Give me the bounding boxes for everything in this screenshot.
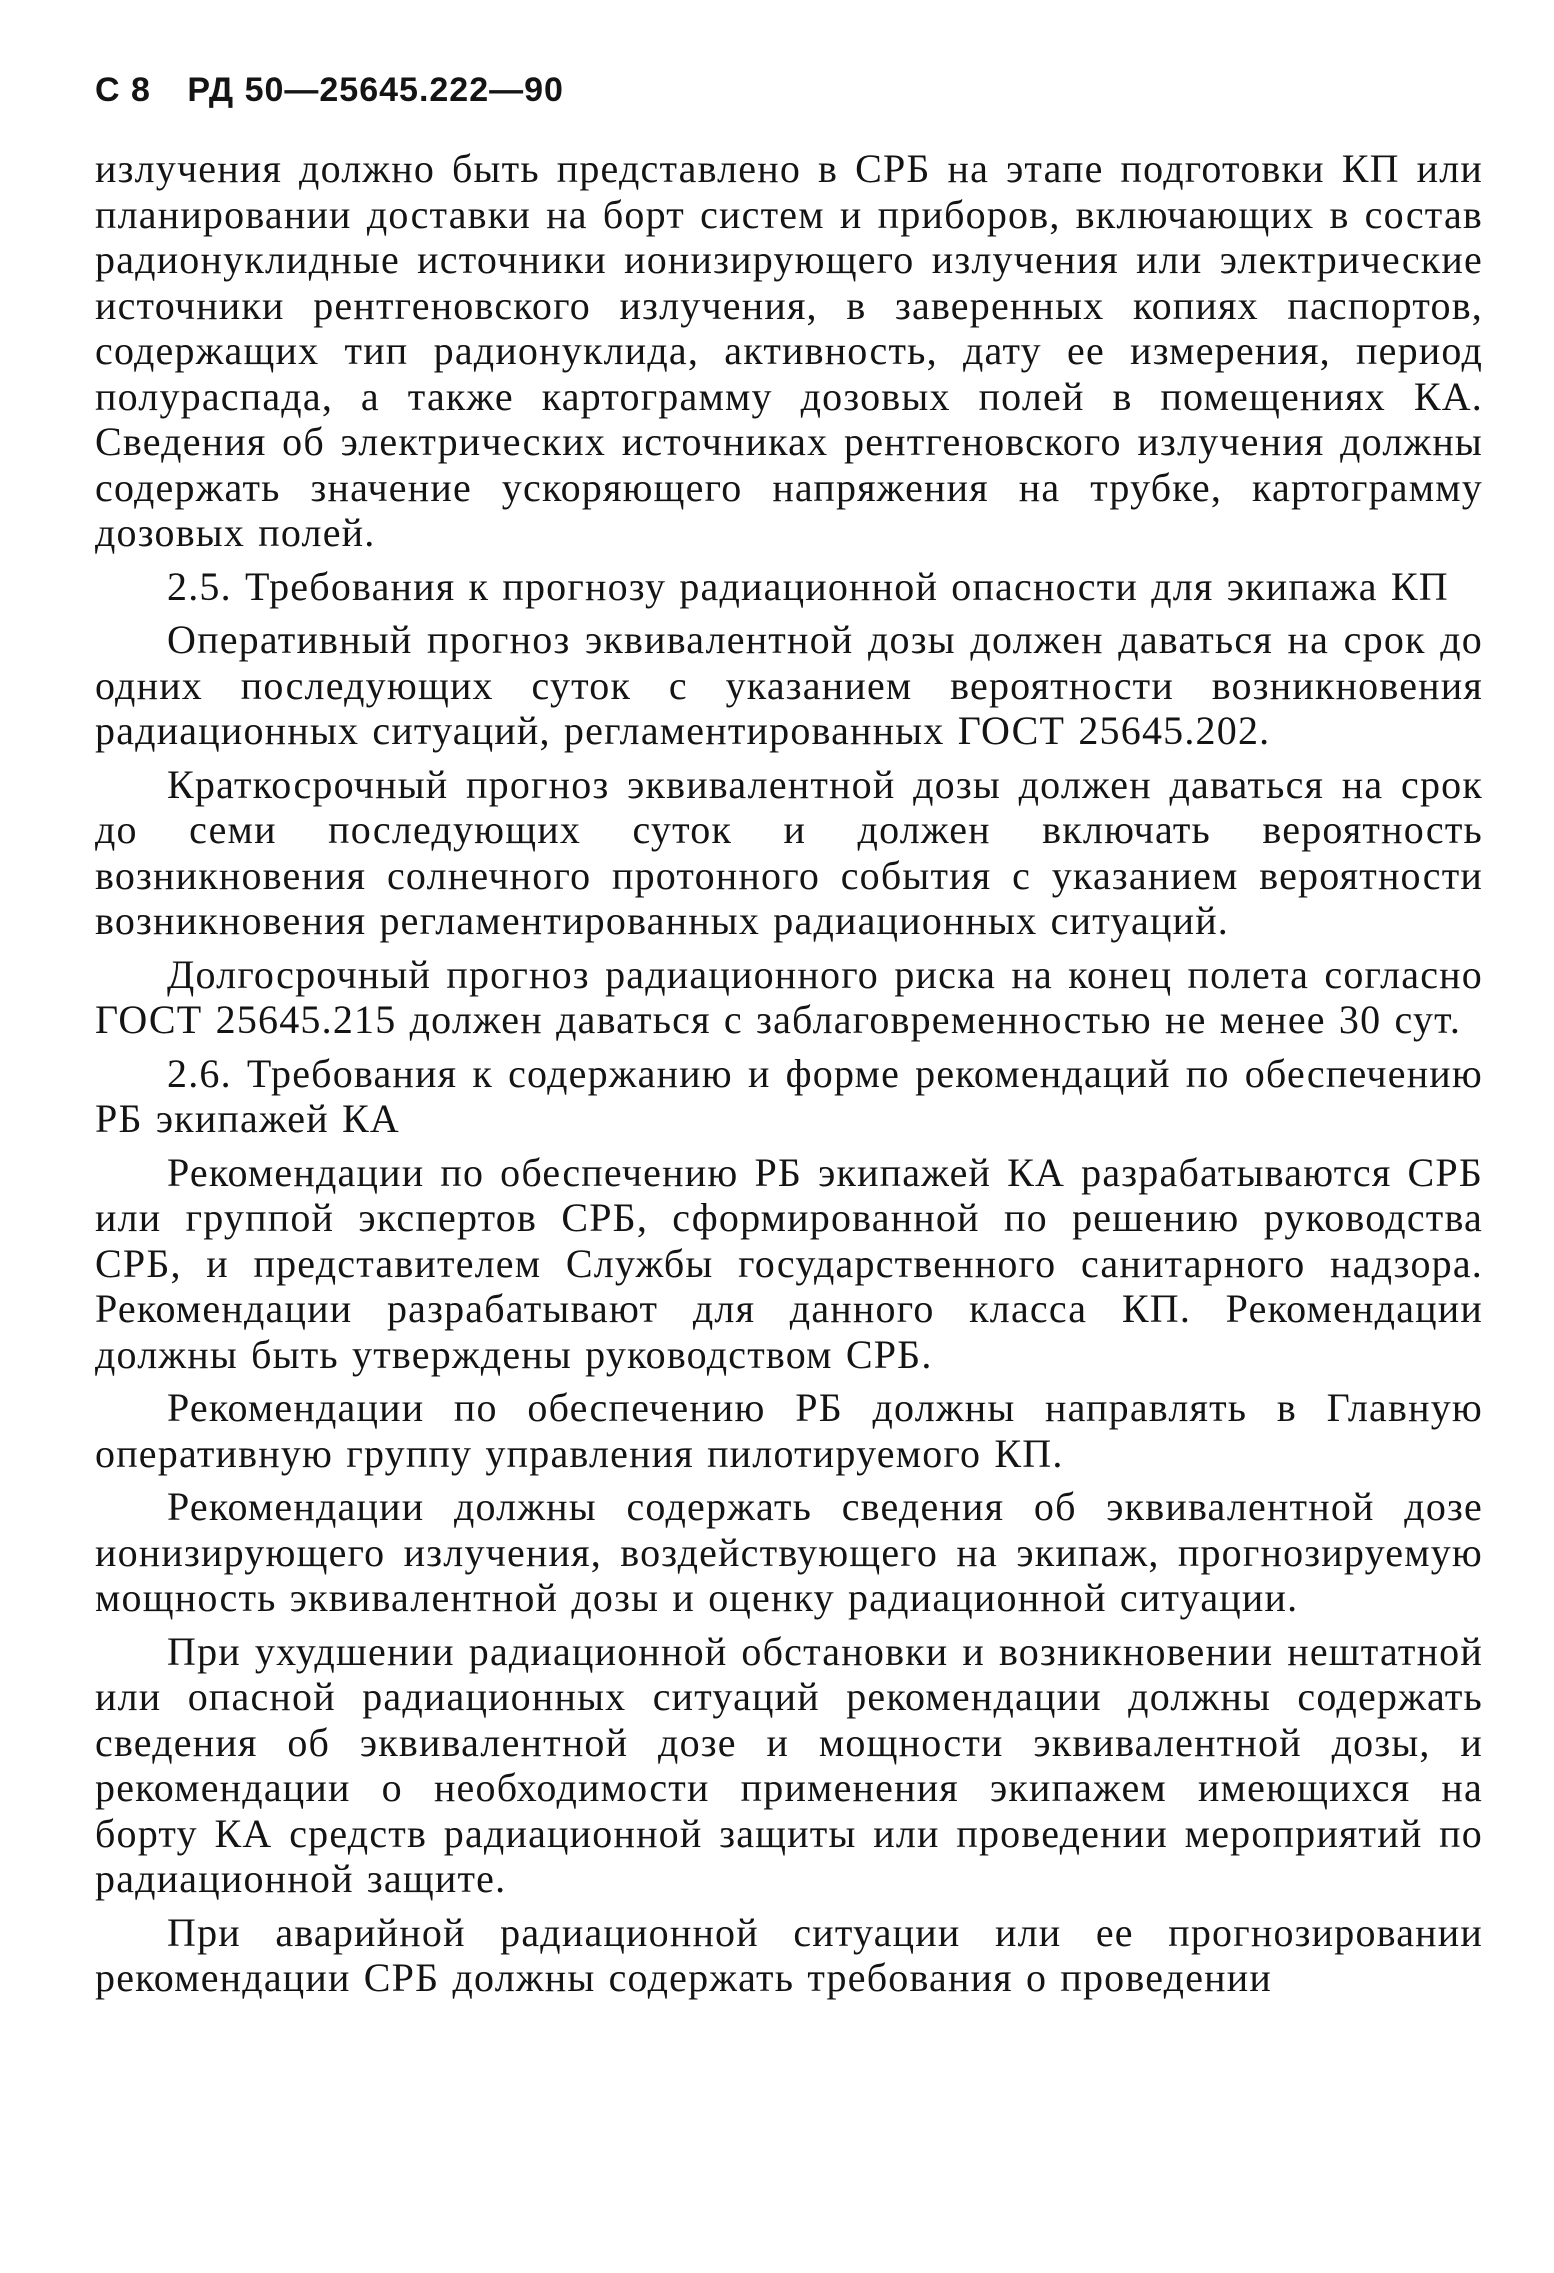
paragraph-recommendations-content: Рекомендации должны содержать сведения об эквивалентной дозе ионизирующего излучения, воздействующего на экипаж, прогнозируемую мощность эквивалентной дозы и оценку радиационной ситуации. <box>95 1484 1483 1620</box>
page-number: С 8 <box>95 71 151 109</box>
paragraph-worsening-situation: При ухудшении радиационной обстановки и возникновении нештатной или опасной радиационных ситуаций рекомендации должны содержать сведения об эквивалентной дозе и мощности эквивалентной дозы, и рекомендации о необходимости применения экипажем имеющихся на борту КА средств радиационной защиты или проведении мероприятий по радиационной защите. <box>95 1628 1483 1901</box>
paragraph-recommendations-development: Рекомендации по обеспечению РБ экипажей КА разрабатываются СРБ или группой экспертов СРБ, сформированной по решению руководства СРБ, и представителем Службы государственного санитарного надзора. Рекомендации разрабатывают для данного класса КП. Рекомендации должны быть утверждены руководством СРБ. <box>95 1149 1483 1377</box>
paragraph-emergency-situation: При аварийной радиационной ситуации или ее прогнозировании рекомендации СРБ должны содержать требования о проведении <box>95 1909 1483 2000</box>
document-body <box>95 146 1483 2001</box>
section-heading-2-6: 2.6. Требования к содержанию и форме рекомендаций по обеспечению РБ экипажей КА <box>95 1050 1483 1141</box>
paragraph-continuation: излучения должно быть представлено в СРБ на этапе подготовки КП или планировании доставки на борт систем и приборов, включающих в состав радионуклидные источники ионизирующего излучения или электрические источники рентгеновского излучения, в заверенных копиях паспортов, содержащих тип радионуклида, активность, дату ее измерения, период полураспада, а также картограмму дозовых полей в помещениях КА. Сведения об электрических источниках рентгеновского излучения должны содержать значение ускоряющего напряжения на трубке, картограмму дозовых полей. <box>95 146 1483 555</box>
paragraph-recommendations-routing: Рекомендации по обеспечению РБ должны направлять в Главную оперативную группу управления пилотируемого КП. <box>95 1385 1483 1476</box>
paragraph-long-term-forecast: Долгосрочный прогноз радиационного риска на конец полета согласно ГОСТ 25645.215 должен даваться с заблаговременностью не менее 30 сут. <box>95 951 1483 1042</box>
section-heading-2-5: 2.5. Требования к прогнозу радиационной опасности для экипажа КП <box>167 563 1449 609</box>
document-page <box>95 70 1483 2009</box>
paragraph-operative-forecast: Оперативный прогноз эквивалентной дозы должен даваться на срок до одних последующих суток с указанием вероятности возникновения радиационных ситуаций, регламентированных ГОСТ 25645.202. <box>95 617 1483 753</box>
document-code: РД 50—25645.222—90 <box>187 71 564 109</box>
paragraph-short-term-forecast: Краткосрочный прогноз эквивалентной дозы должен даваться на срок до семи последующих суток и должен включать вероятность возникновения солнечного протонного события с указанием вероятности возникновения регламентированных радиационных ситуаций. <box>95 761 1483 943</box>
running-header <box>95 70 1483 110</box>
